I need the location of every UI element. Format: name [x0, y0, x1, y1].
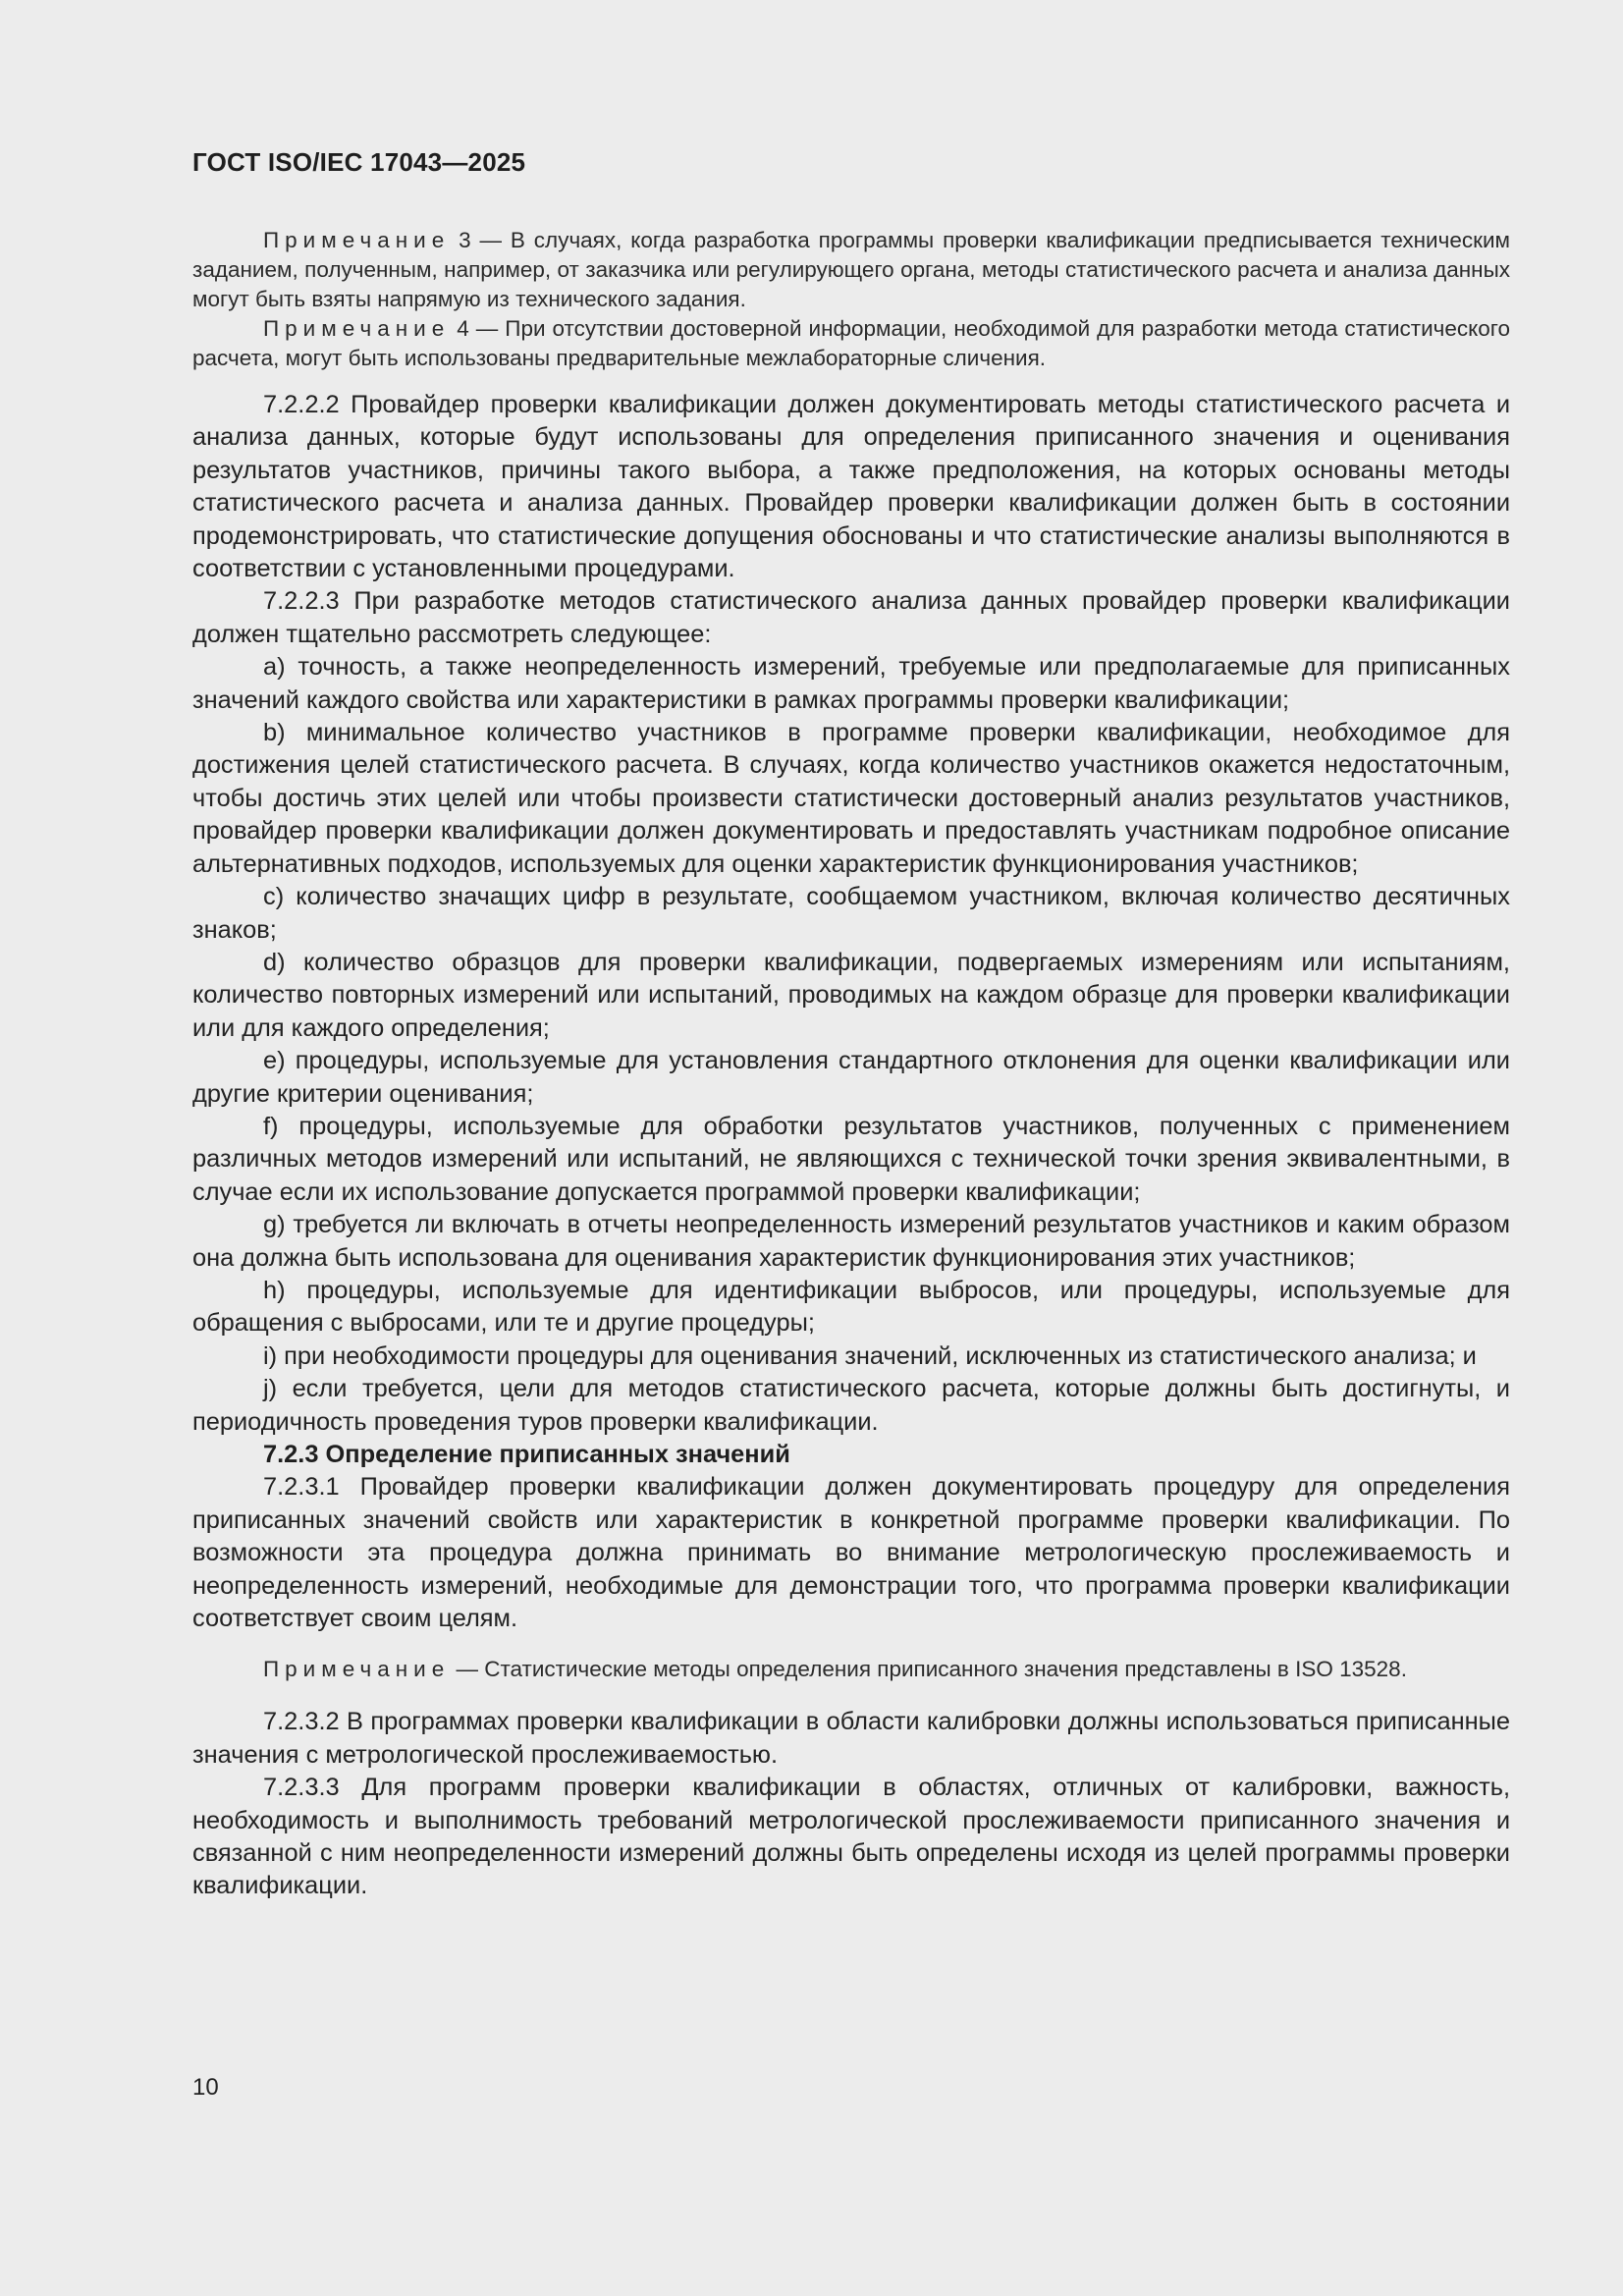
list-item-a: a) точность, а также неопределенность измерений, требуемые или предполагаемые для приписанных значений каждого свойства или характеристики в рамках программы проверки квалификации; [192, 653, 1510, 714]
note-text: 4 — При отсутствии достоверной информации, необходимой для разработки метода статистического расчета, могут быть использованы предварительные межлабораторные сличения. [192, 316, 1510, 370]
note-4 [192, 314, 1510, 373]
list-item-e: e) процедуры, используемые для установления стандартного отклонения для оценки квалификации или другие критерии оценивания; [192, 1047, 1510, 1108]
list-item-f: f) процедуры, используемые для обработки результатов участников, полученных с применением различных методов измерений или испытаний, не являющихся с технической точки зрения эквивалентными, в случае если их использование допускается программой проверки квалификации; [192, 1112, 1510, 1206]
note-iso-13528 [192, 1655, 1510, 1684]
list-item-g: g) требуется ли включать в отчеты неопределенность измерений результатов участников и каким образом она должна быть использована для оценивания характеристик функционирования этих участников; [192, 1211, 1510, 1272]
note-lead: Примечание [263, 316, 451, 341]
list-item-d: d) количество образцов для проверки квалификации, подвергаемых измерениям или испытаниям, количество повторных измерений или испытаний, проводимых на каждом образце для проверки квалификации или для каждого определения; [192, 948, 1510, 1042]
note-text: — Статистические методы определения приписанного значения представлены в ISO 13528. [450, 1657, 1407, 1682]
paragraph-7-2-3-1: 7.2.3.1 Провайдер проверки квалификации должен документировать процедуру для определения приписанных значений свойств или характеристик в конкретной программе проверки квалификации. По возможности эта процедура должна принимать во внимание метрологическую прослеживаемость и неопределенность измерений, необходимые для демонстрации того, что программа проверки квалификации соответствует своим целям. [192, 1473, 1510, 1633]
note-mid-wrapper [192, 1655, 1510, 1684]
paragraph-7-2-3-2: 7.2.3.2 В программах проверки квалификации в области калибровки должны использоваться приписанные значения с метрологической прослеживаемостью. [192, 1708, 1510, 1769]
notes-top [192, 226, 1510, 373]
note-text: 3 — В случаях, когда разработка программы проверки квалификации предписывается техническим заданием, полученным, например, от заказчика или регулирующего органа, методы статистического расчета и анализа данных могут быть взяты напрямую из технического задания. [192, 228, 1510, 311]
note-lead: Примечание [263, 228, 451, 252]
list-item-j: j) если требуется, цели для методов статистического расчета, которые должны быть достигнуты, и периодичность проведения туров проверки квалификации. [192, 1375, 1510, 1436]
paragraph-7-2-3-3: 7.2.3.3 Для программ проверки квалификации в областях, отличных от калибровки, важность, необходимость и выполнимость требований метрологической прослеживаемости приписанного значения и связанной с ним неопределенности измерений должны быть определены исходя из целей программы проверки квалификации. [192, 1774, 1510, 1900]
note-3 [192, 226, 1510, 314]
list-item-b: b) минимальное количество участников в программе проверки квалификации, необходимое для достижения целей статистического расчета. В случаях, когда количество участников окажется недостаточным, чтобы достичь этих целей или чтобы произвести статистически достоверный анализ результатов участников, провайдер проверки квалификации должен документировать и предоставлять участникам подробное описание альтернативных подходов, используемых для оценки характеристик функционирования участников; [192, 719, 1510, 878]
section-heading-7-2-3: 7.2.3 Определение приписанных значений [263, 1441, 790, 1468]
note-lead: Примечание [263, 1657, 451, 1682]
list-item-h: h) процедуры, используемые для идентификации выбросов, или процедуры, используемые для обращения с выбросами, или те и другие процедуры; [192, 1276, 1510, 1338]
list-item-i: i) при необходимости процедуры для оценивания значений, исключенных из статистического анализа; и [263, 1341, 1477, 1370]
list-item-c: c) количество значащих цифр в результате, сообщаемом участником, включая количество десятичных знаков; [192, 883, 1510, 944]
page-number: 10 [192, 2074, 219, 2101]
paragraph-7-2-2-3: 7.2.2.3 При разработке методов статистического анализа данных провайдер проверки квалификации должен тщательно рассмотреть следующее: [192, 587, 1510, 648]
paragraph-7-2-2-2: 7.2.2.2 Провайдер проверки квалификации должен документировать методы статистического расчета и анализа данных, которые будут использованы для определения приписанного значения и оценивания результатов участников, причины такого выбора, а также предположения, на которых основаны методы статистического расчета и анализа данных. Провайдер проверки квалификации должен быть в состоянии продемонстрировать, что статистические допущения обоснованы и что статистические анализы выполняются в соответствии с установленными процедурами. [192, 391, 1510, 583]
page-header: ГОСТ ISO/IEC 17043—2025 [192, 147, 526, 177]
document-body [192, 226, 1510, 1903]
